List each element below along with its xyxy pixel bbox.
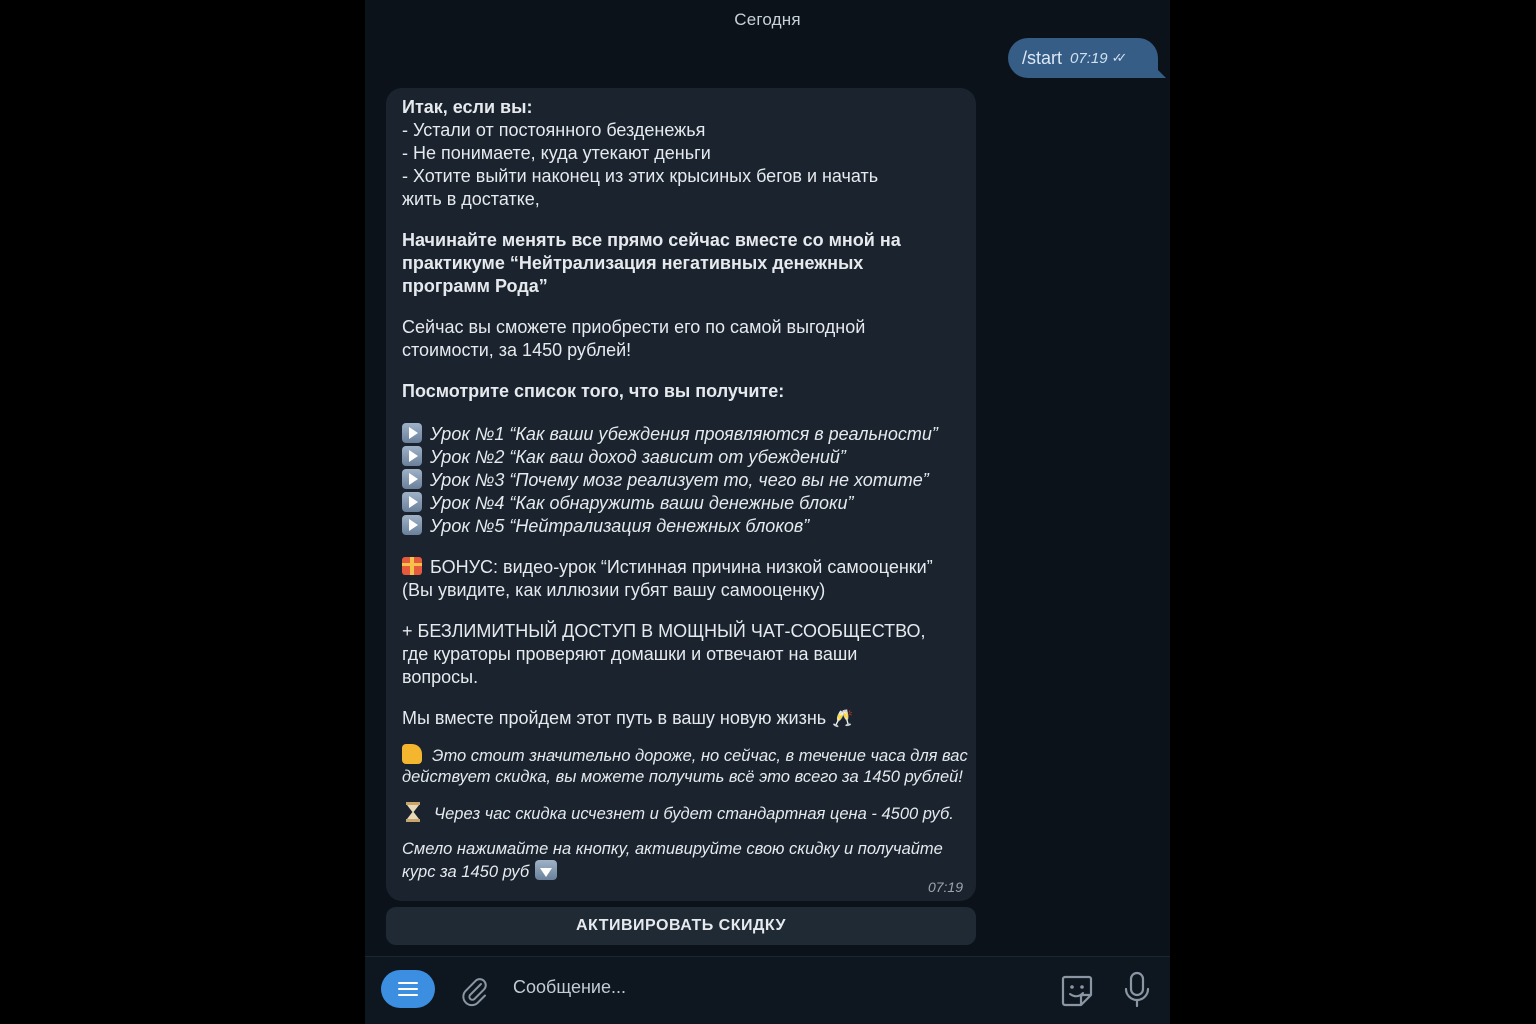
message-line: - Хотите выйти наконец из этих крысиных бегов и начать	[402, 166, 879, 186]
play-icon	[402, 423, 422, 443]
outgoing-message[interactable]	[1008, 38, 1158, 78]
message-line: (Вы увидите, как иллюзии губят вашу самооценку)	[402, 580, 826, 600]
message-input[interactable]: Сообщение...	[513, 977, 626, 997]
play-icon	[402, 515, 422, 535]
activate-discount-button[interactable]: АКТИВИРОВАТЬ СКИДКУ	[386, 907, 976, 945]
play-icon	[402, 492, 422, 512]
outgoing-message-time: 07:19	[1070, 49, 1108, 67]
play-icon	[402, 469, 422, 489]
message-line: вопросы.	[402, 667, 479, 687]
message-line: - Устали от постоянного безденежья	[402, 120, 706, 140]
message-line: Смело нажимайте на кнопку, активируйте свою скидку и получайте	[402, 840, 943, 858]
hourglass-icon	[406, 802, 420, 822]
message-line: программ Рода”	[402, 276, 548, 296]
arrow-down-icon	[535, 860, 557, 880]
chat-window	[365, 0, 1170, 1024]
microphone-icon[interactable]	[1123, 971, 1151, 1009]
outgoing-message-text: /start	[1022, 47, 1063, 68]
date-separator: Сегодня	[734, 10, 801, 29]
message-line: стоимости, за 1450 рублей!	[402, 340, 632, 360]
menu-icon[interactable]	[381, 970, 435, 1008]
message-line: - Не понимаете, куда утекают деньги	[402, 143, 711, 163]
thumbs-up-icon	[402, 744, 422, 764]
message-line: курс за 1450 руб	[402, 860, 960, 883]
message-line: практикуме “Нейтрализация негативных денежных	[402, 253, 864, 273]
incoming-message-time: 07:19	[927, 879, 963, 895]
message-line: Мы вместе пройдем этот путь в вашу новую жизнь 🥂	[402, 708, 854, 728]
message-line: действует скидка, вы можете получить всё это всего за 1450 рублей!	[402, 768, 963, 786]
lesson-item: Урок №4 “Как обнаружить ваши денежные блоки”	[402, 492, 960, 515]
champagne-icon: 🥂	[832, 709, 854, 728]
message-line: Сейчас вы сможете приобрести его по самой выгодной	[402, 317, 866, 337]
timer-line: Через час скидка исчезнет и будет стандартная цена - 4500 руб.	[402, 802, 960, 825]
incoming-message[interactable]	[386, 88, 976, 901]
lesson-item: Урок №5 “Нейтрализация денежных блоков”	[402, 515, 960, 538]
lesson-item: Урок №1 “Как ваши убеждения проявляются в реальности”	[402, 423, 960, 446]
message-line: где кураторы проверяют домашки и отвечают на ваши	[402, 644, 858, 664]
paperclip-icon[interactable]	[459, 975, 489, 1007]
message-line: жить в достатке,	[402, 189, 540, 209]
play-icon	[402, 446, 422, 466]
message-line: Итак, если вы:	[402, 97, 533, 117]
gift-icon	[402, 557, 422, 575]
message-line: Посмотрите список того, что вы получите:	[402, 381, 785, 401]
sticker-icon[interactable]	[1059, 973, 1095, 1009]
bubble-tail	[1152, 64, 1166, 78]
message-composer	[365, 956, 1170, 1024]
message-line: Начинайте менять все прямо сейчас вместе со мной на	[402, 230, 901, 250]
lesson-item: Урок №2 “Как ваш доход зависит от убеждений”	[402, 446, 960, 469]
lesson-item: Урок №3 “Почему мозг реализует то, чего вы не хотите”	[402, 469, 960, 492]
message-line: + БЕЗЛИМИТНЫЙ ДОСТУП В МОЩНЫЙ ЧАТ-СООБЩЕСТВО,	[402, 621, 926, 641]
bonus-line: БОНУС: видео-урок “Истинная причина низкой самооценки”	[402, 556, 960, 579]
double-check-icon: ✓✓	[1111, 50, 1122, 65]
discount-line: Это стоит значительно дороже, но сейчас, в течение часа для вас	[402, 744, 960, 767]
